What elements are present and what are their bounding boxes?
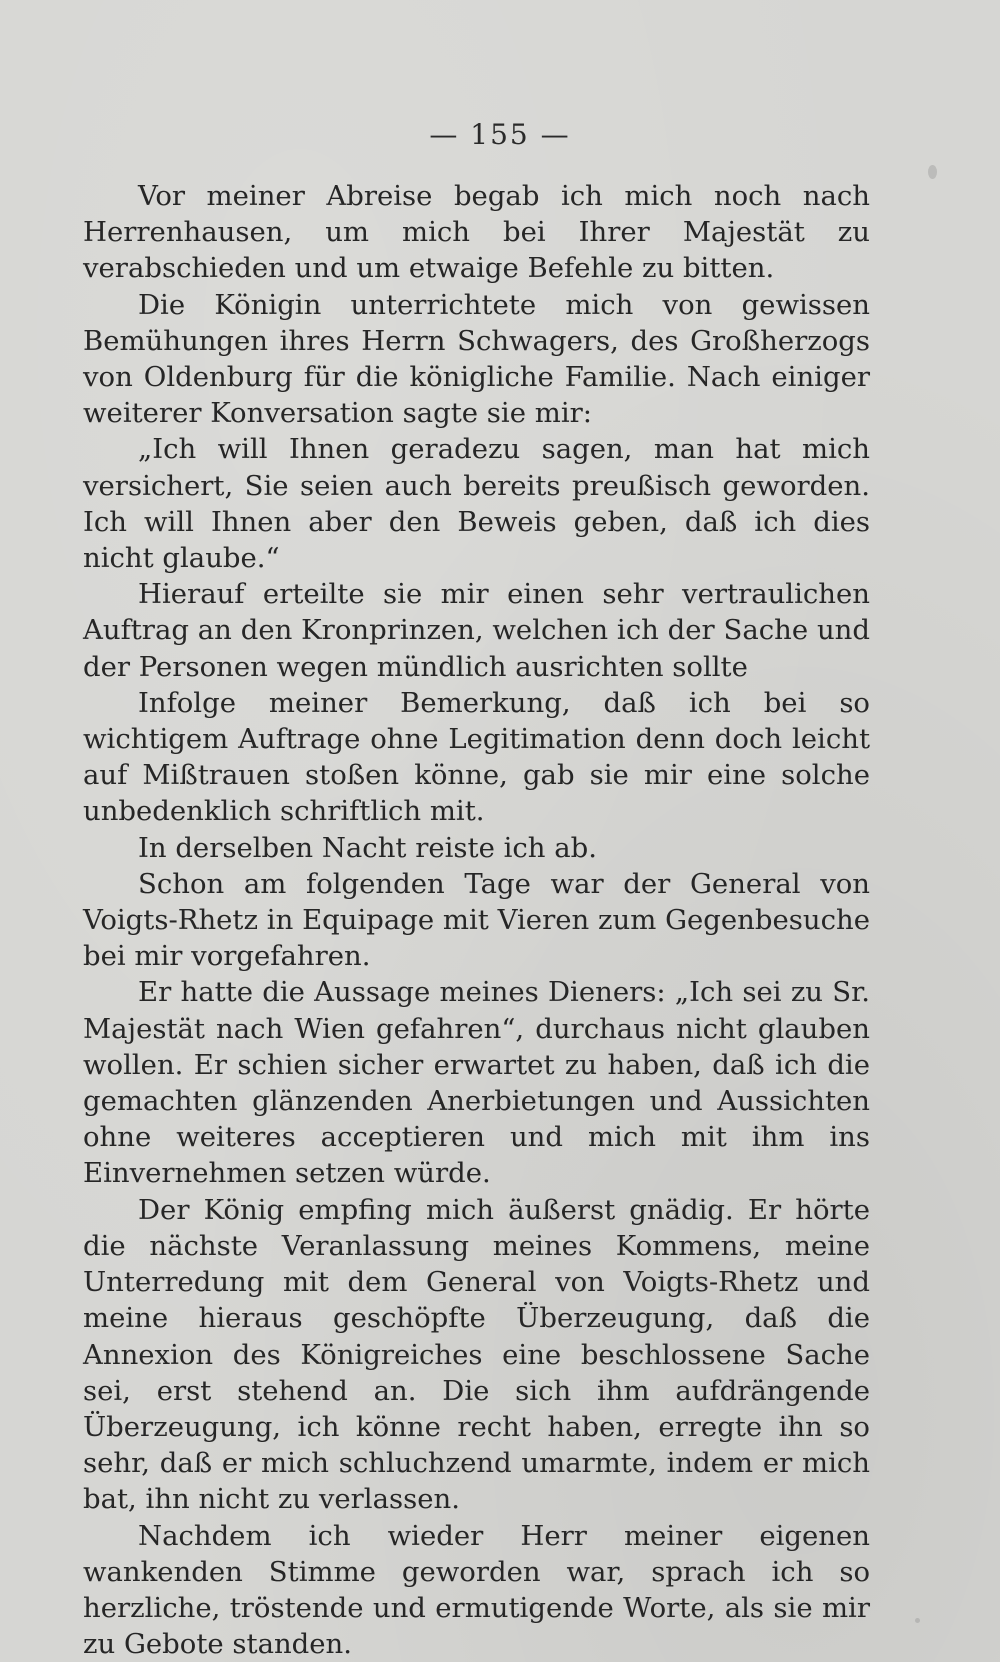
paper-speck [915,1618,920,1623]
page-number-header: — 155 — [429,118,571,151]
paragraph: Hierauf erteilte sie mir einen sehr vertraulichen Auftrag an den Kronprinzen, welchen ich der Sache und der Personen wegen mündlich ausrichten sollte [83,578,870,683]
paragraph: Der König empfing mich äußerst gnädig. Er hörte die nächste Veranlassung meines Kommens, meine Unterredung mit dem General von Voigts-Rhetz und meine hieraus geschöpfte Überzeugung, daß die Annexion des Königreiches eine beschlossene Sache sei, erst stehend an. Die sich ihm aufdrängende Überzeugung, ich könne recht haben, erregte ihn so sehr, daß er mich schluchzend umarmte, indem er mich bat, ihn nicht zu verlassen. [83,1193,870,1516]
paragraph: Nachdem ich wieder Herr meiner eigenen wankenden Stimme geworden war, sprach ich so herzliche, tröstende und ermutigende Worte, als sie mir zu Gebote standen. [83,1519,870,1661]
paragraph: „Ich will Ihnen geradezu sagen, man hat mich versichert, Sie seien auch bereits preußisch geworden. Ich will Ihnen aber den Beweis geben, daß ich dies nicht glaube.“ [83,433,870,575]
paragraph: Schon am folgenden Tage war der General von Voigts-Rhetz in Equipage mit Vieren zum Gegenbesuche bei mir vorgefahren. [83,867,870,973]
paragraph: Er hatte die Aussage meines Dieners: „Ich sei zu Sr. Majestät nach Wien gefahren“, durchaus nicht glauben wollen. Er schien sicher erwartet zu haben, daß ich die gemachten glänzenden Anerbietungen und Aussichten ohne weiteres acceptieren und mich mit ihm ins Einvernehmen setzen würde. [83,976,870,1190]
paragraph: Die Königin unterrichtete mich von gewissen Bemühungen ihres Herrn Schwagers, des Großherzogs von Oldenburg für die königliche Familie. Nach einiger weiterer Konversation sagte sie mir: [83,288,870,430]
paper-speck [928,165,937,179]
paragraph: Vor meiner Abreise begab ich mich noch nach Herrenhausen, um mich bei Ihrer Majestät zu verabschieden und um etwaige Befehle zu bitten. [83,180,870,285]
paragraph: Infolge meiner Bemerkung, daß ich bei so wichtigem Auftrage ohne Legitimation denn doch leicht auf Mißtrauen stoßen könne, gab sie mir eine solche unbedenklich schriftlich mit. [83,686,870,828]
body-text [83,178,870,1662]
paragraph: In derselben Nacht reiste ich ab. [138,831,598,864]
